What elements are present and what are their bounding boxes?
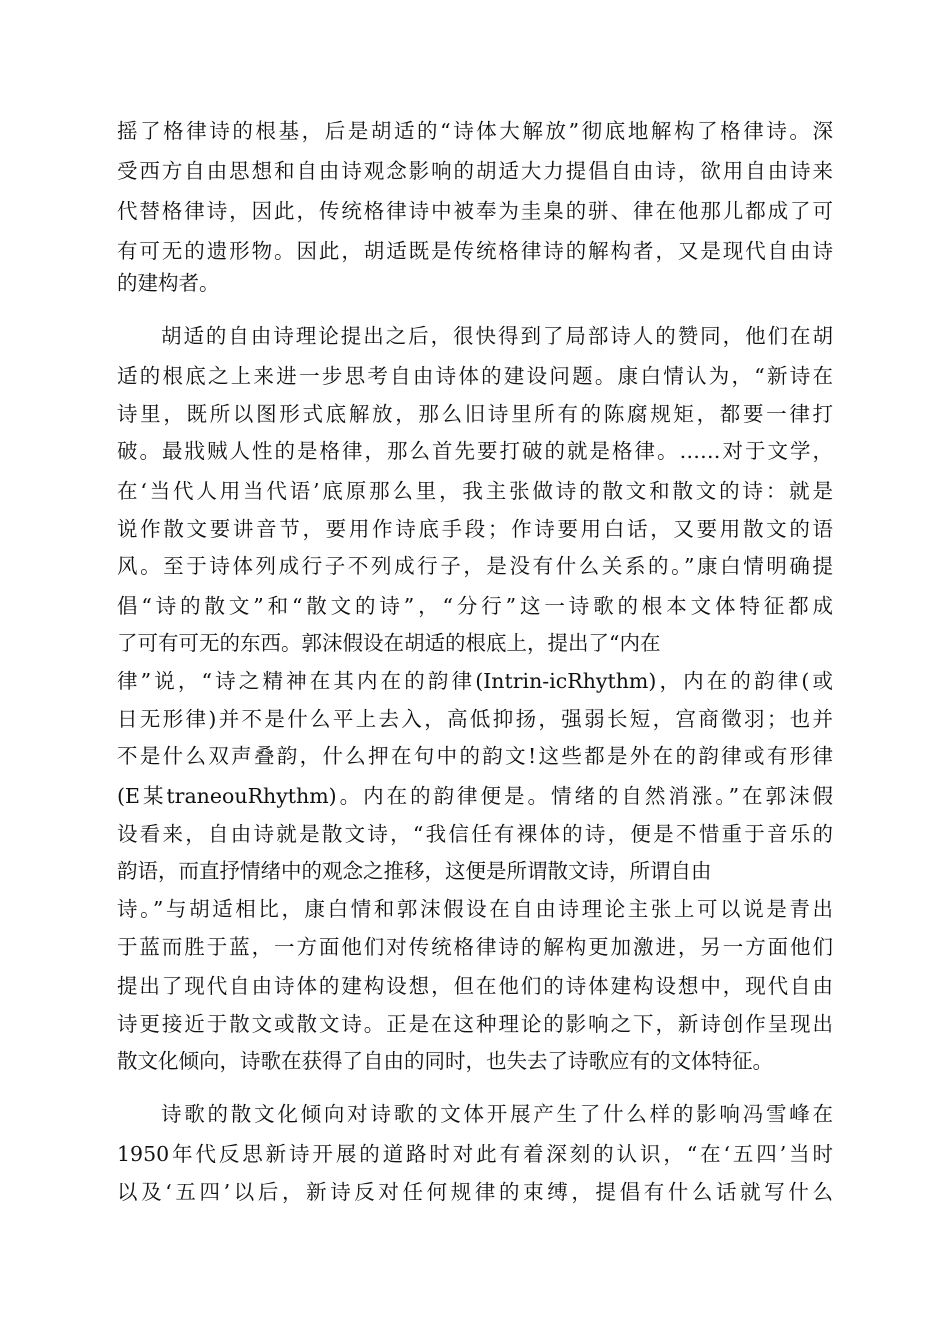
paragraph-2-line-4: 破。最戕贼人性的是格律，那么首先要打破的就是格律。……对于文学， [117,439,833,463]
paragraph-2-line-2: 适的根底之上来进一步思考自由诗体的建设问题。康白情认为，“新诗在 [117,364,833,388]
paragraph-2-line-12: 不是什么双声叠韵，什么押在句中的韵文!这些都是外在的韵律或有形律 [117,744,833,768]
paragraph-1-line-4: 有可无的遗形物。因此，胡适既是传统格律诗的解构者，又是现代自由诗 [117,239,833,263]
paragraph-2-line-11: 日无形律)并不是什么平上去入，高低抑扬，强弱长短，宫商徵羽；也并 [117,707,833,731]
paragraph-2-line-17: 于蓝而胜于蓝，一方面他们对传统格律诗的解构更加激进，另一方面他们 [117,935,833,959]
paragraph-2-line-1: 胡适的自由诗理论提出之后，很快得到了局部诗人的赞同，他们在胡 [161,324,833,348]
paragraph-2-line-8: 倡“诗的散文”和“散文的诗”，“分行”这一诗歌的根本文体特征都成 [117,594,833,618]
paragraph-2-line-14: 设看来，自由诗就是散文诗，“我信任有裸体的诗，便是不惜重于音乐的 [117,822,833,846]
paragraph-3-line-2: 1950年代反思新诗开展的道路时对此有着深刻的认识，“在‘五四’当时 [117,1142,833,1166]
paragraph-2-line-10: 律”说，“诗之精神在其内在的韵律(Intrin-icRhythm)，内在的韵律(或 [117,669,833,693]
paragraph-2-line-15: 韵语，而直抒情绪中的观念之推移，这便是所谓散文诗，所谓自由 [117,859,712,883]
paragraph-2-line-16: 诗。”与胡适相比，康白情和郭沫假设在自由诗理论主张上可以说是青出 [117,897,833,921]
paragraph-1-line-3: 代替格律诗，因此，传统格律诗中被奉为圭臬的骈、律在他那儿都成了可 [117,199,833,223]
paragraph-2-line-7: 风。至于诗体列成行子不列成行子，是没有什么关系的。”康白情明确提 [117,554,833,578]
paragraph-2-line-18: 提出了现代自由诗体的建构设想，但在他们的诗体建构设想中，现代自由 [117,974,833,998]
paragraph-1-line-5: 的建构者。 [117,271,220,295]
paragraph-1-line-2: 受西方自由思想和自由诗观念影响的胡适大力提倡自由诗，欲用自由诗来 [117,159,833,183]
paragraph-2-line-3: 诗里，既所以图形式底解放，那么旧诗里所有的陈腐规矩，都要一律打 [117,402,833,426]
paragraph-2-line-5: 在‘当代人用当代语’底原那么里，我主张做诗的散文和散文的诗：就是 [117,479,833,503]
paragraph-3-line-1: 诗歌的散文化倾向对诗歌的文体开展产生了什么样的影响冯雪峰在 [161,1102,833,1126]
paragraph-2-line-6: 说作散文要讲音节，要用作诗底手段；作诗要用白话，又要用散文的语 [117,517,833,541]
paragraph-2-line-9: 了可有可无的东西。郭沫假设在胡适的根底上，提出了“内在 [117,631,661,655]
paragraph-2-line-13: (E某traneouRhythm)。内在的韵律便是。情绪的自然消涨。”在郭沫假 [117,784,833,808]
paragraph-2-line-20: 散文化倾向，诗歌在获得了自由的同时，也失去了诗歌应有的文体特征。 [117,1049,773,1073]
paragraph-3-line-3: 以及‘五四’以后，新诗反对任何规律的束缚，提倡有什么话就写什么 [117,1180,833,1204]
paragraph-2-line-19: 诗更接近于散文或散文诗。正是在这种理论的影响之下，新诗创作呈现出 [117,1012,833,1036]
paragraph-1-line-1: 摇了格律诗的根基，后是胡适的“诗体大解放”彻底地解构了格律诗。深 [117,119,833,143]
